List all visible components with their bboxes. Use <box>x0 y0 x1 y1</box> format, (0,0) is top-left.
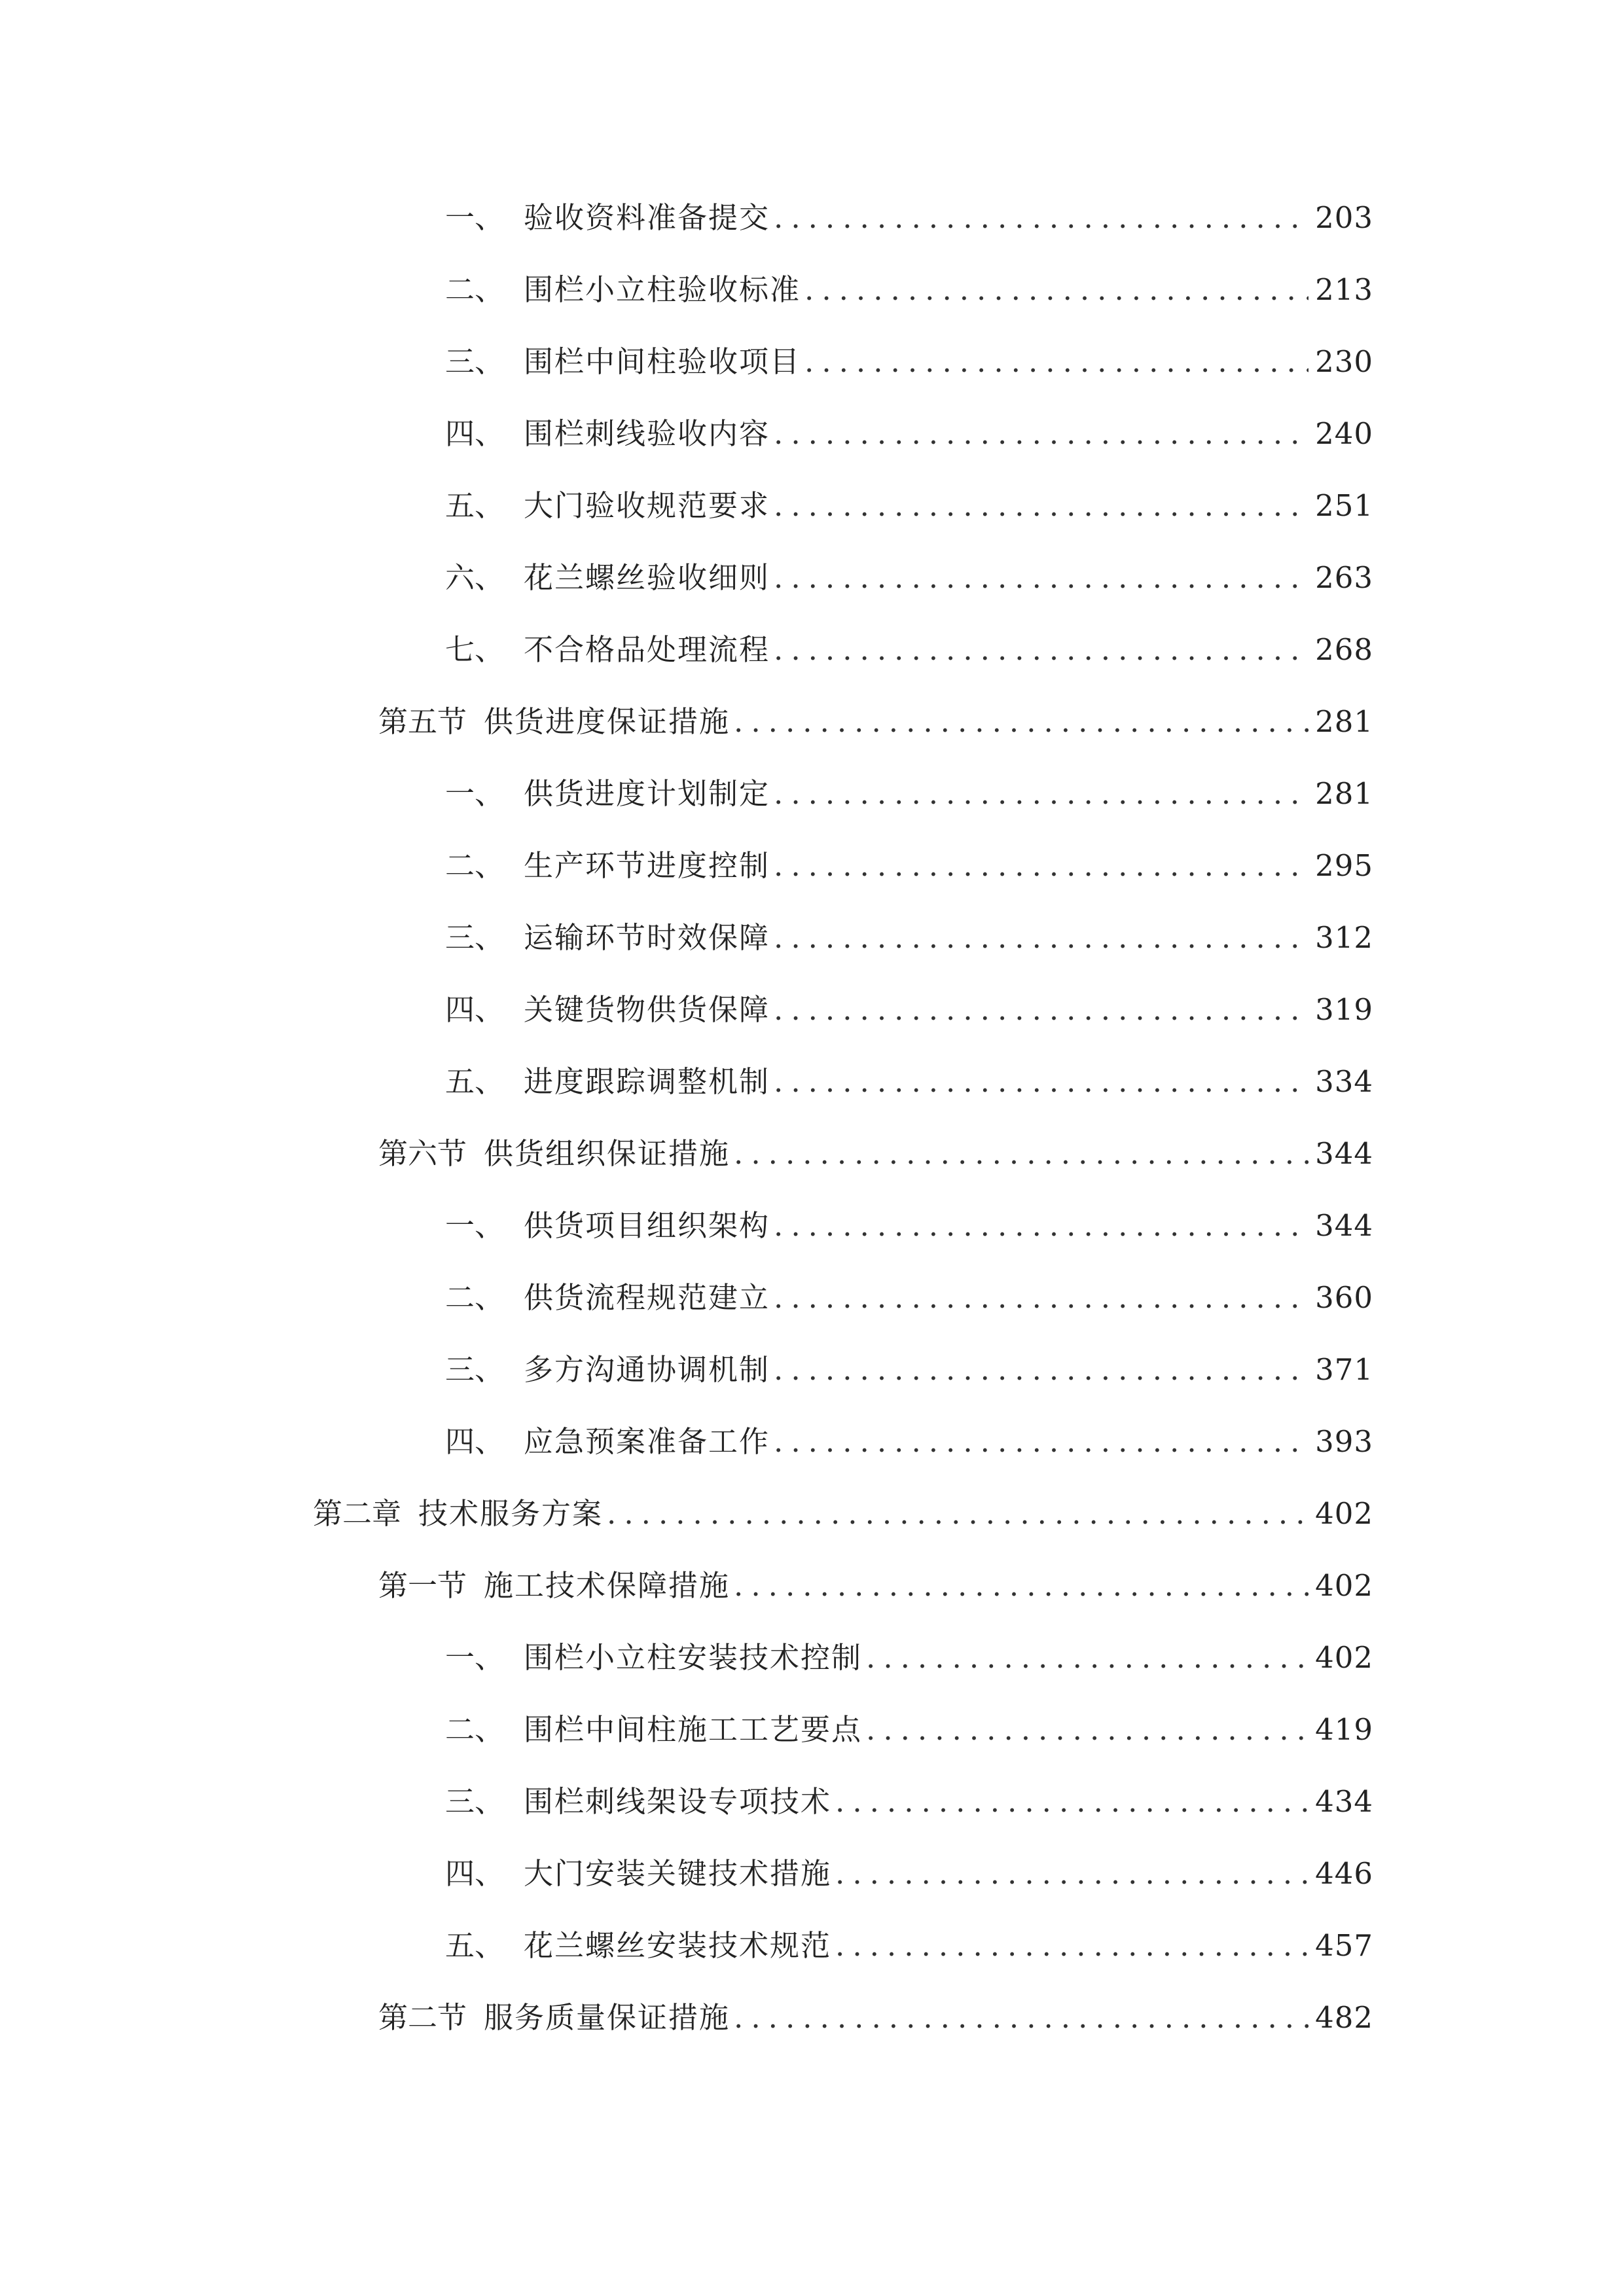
dot-leader <box>835 1848 1308 1900</box>
toc-entry-title: 大门安装关键技术措施 <box>524 1856 832 1891</box>
dot-leader <box>774 408 1308 460</box>
toc-entry[interactable] <box>445 192 1373 244</box>
toc-entry-page: 393 <box>1315 1424 1373 1459</box>
toc-entry-number: 三、 <box>445 1784 505 1819</box>
toc-entry-number: 四、 <box>445 416 505 451</box>
toc-entry-title: 供货进度计划制定 <box>524 776 770 811</box>
toc-entry[interactable] <box>445 1200 1373 1252</box>
dot-leader <box>774 768 1308 820</box>
toc-entry-number: 第五节 <box>378 704 467 739</box>
dot-leader <box>774 840 1308 892</box>
toc-entry-number: 五、 <box>445 488 505 523</box>
dot-leader <box>774 1056 1308 1108</box>
toc-entry-page: 319 <box>1315 992 1373 1027</box>
toc-entry-page: 203 <box>1315 200 1373 235</box>
toc-entry[interactable] <box>445 768 1373 820</box>
toc-entry-title: 围栏刺线验收内容 <box>524 416 770 451</box>
toc-entry[interactable] <box>445 552 1373 604</box>
toc-entry-title: 围栏小立柱安装技术控制 <box>524 1640 863 1675</box>
dot-leader <box>835 1776 1308 1828</box>
dot-leader <box>774 480 1308 532</box>
toc-entry-title: 供货流程规范建立 <box>524 1280 770 1315</box>
toc-section-entry[interactable] <box>378 1560 1373 1612</box>
toc-entry-page: 334 <box>1315 1064 1373 1099</box>
toc-entry-title: 运输环节时效保障 <box>524 920 770 955</box>
toc-entry-title: 多方沟通协调机制 <box>524 1352 770 1387</box>
dot-leader <box>774 912 1308 964</box>
toc-entry-number: 五、 <box>445 1064 505 1099</box>
toc-entry-page: 402 <box>1315 1568 1373 1603</box>
toc-entry[interactable] <box>445 984 1373 1036</box>
toc-section-entry[interactable] <box>378 696 1373 748</box>
toc-entry-title: 应急预案准备工作 <box>524 1424 770 1459</box>
toc-entry-title: 花兰螺丝验收细则 <box>524 560 770 595</box>
toc-entry-number: 六、 <box>445 560 505 595</box>
toc-entry-title: 技术服务方案 <box>418 1496 604 1531</box>
toc-entry-number: 七、 <box>445 632 505 667</box>
toc-entry[interactable] <box>445 1848 1373 1900</box>
toc-entry-number: 四、 <box>445 1856 505 1891</box>
toc-entry-page: 312 <box>1315 920 1373 955</box>
toc-entry-page: 371 <box>1315 1352 1373 1387</box>
dot-leader <box>804 336 1308 388</box>
toc-entry-number: 三、 <box>445 344 505 379</box>
toc-entry-page: 295 <box>1315 848 1373 883</box>
toc-entry-page: 213 <box>1315 272 1373 307</box>
toc-entry[interactable] <box>445 408 1373 460</box>
toc-entry-number: 五、 <box>445 1928 505 1963</box>
toc-entry-title: 进度跟踪调整机制 <box>524 1064 770 1099</box>
toc-entry[interactable] <box>445 624 1373 676</box>
toc-entry-number: 一、 <box>445 1640 505 1675</box>
toc-entry-number: 二、 <box>445 1712 505 1747</box>
dot-leader <box>607 1488 1308 1540</box>
toc-entry[interactable] <box>445 1704 1373 1756</box>
toc-entry-page: 446 <box>1315 1856 1373 1891</box>
toc-entry-page: 457 <box>1315 1928 1373 1963</box>
toc-entry-title: 服务质量保证措施 <box>484 2000 731 2035</box>
toc-entry[interactable] <box>445 264 1373 316</box>
toc-entry-page: 281 <box>1315 776 1373 811</box>
toc-entry-title: 围栏小立柱验收标准 <box>524 272 801 307</box>
toc-entry-page: 240 <box>1315 416 1373 451</box>
toc-entry[interactable] <box>445 1920 1373 1972</box>
toc-entry-number: 四、 <box>445 1424 505 1459</box>
dot-leader <box>734 1560 1308 1612</box>
dot-leader <box>774 1272 1308 1324</box>
toc-entry[interactable] <box>445 1344 1373 1396</box>
dot-leader <box>774 624 1308 676</box>
toc-chapter-entry[interactable] <box>313 1488 1373 1540</box>
toc-entry-page: 482 <box>1315 2000 1373 2035</box>
dot-leader <box>804 264 1308 316</box>
toc-entry[interactable] <box>445 840 1373 892</box>
dot-leader <box>835 1920 1308 1972</box>
dot-leader <box>774 1344 1308 1396</box>
toc-entry[interactable] <box>445 1272 1373 1324</box>
toc-entry-number: 一、 <box>445 776 505 811</box>
toc-entry-title: 花兰螺丝安装技术规范 <box>524 1928 832 1963</box>
dot-leader <box>734 1992 1308 2044</box>
toc-entry-page: 263 <box>1315 560 1373 595</box>
dot-leader <box>774 1416 1308 1468</box>
toc-entry-page: 402 <box>1315 1496 1373 1531</box>
toc-entry[interactable] <box>445 912 1373 964</box>
dot-leader <box>774 984 1308 1036</box>
toc-entry-title: 生产环节进度控制 <box>524 848 770 883</box>
toc-entry-page: 230 <box>1315 344 1373 379</box>
toc-entry[interactable] <box>445 336 1373 388</box>
toc-entry-number: 三、 <box>445 1352 505 1387</box>
dot-leader <box>866 1632 1308 1684</box>
dot-leader <box>774 552 1308 604</box>
toc-entry-page: 268 <box>1315 632 1373 667</box>
toc-entry-page: 360 <box>1315 1280 1373 1315</box>
toc-entry-page: 281 <box>1315 704 1373 739</box>
toc-entry-number: 第六节 <box>378 1136 467 1171</box>
toc-entry[interactable] <box>445 1776 1373 1828</box>
toc-entry-page: 419 <box>1315 1712 1373 1747</box>
dot-leader <box>774 192 1308 244</box>
dot-leader <box>774 1200 1308 1252</box>
toc-entry-number: 二、 <box>445 1280 505 1315</box>
toc-entry-number: 三、 <box>445 920 505 955</box>
toc-entry-page: 251 <box>1315 488 1373 523</box>
toc-entry-number: 一、 <box>445 1208 505 1243</box>
toc-entry-page: 434 <box>1315 1784 1373 1819</box>
toc-entry-title: 供货进度保证措施 <box>484 704 731 739</box>
toc-section-entry[interactable] <box>378 1992 1373 2044</box>
toc-entry[interactable] <box>445 1056 1373 1108</box>
dot-leader <box>734 1128 1308 1180</box>
toc-entry-page: 402 <box>1315 1640 1373 1675</box>
toc-entry-page: 344 <box>1315 1208 1373 1243</box>
toc-entry-page: 344 <box>1315 1136 1373 1171</box>
toc-entry-title: 围栏中间柱施工工艺要点 <box>524 1712 863 1747</box>
toc-entry-title: 供货组织保证措施 <box>484 1136 731 1171</box>
toc-entry-title: 大门验收规范要求 <box>524 488 770 523</box>
toc-entry-title: 围栏中间柱验收项目 <box>524 344 801 379</box>
toc-entry-number: 第二节 <box>378 2000 467 2035</box>
toc-entry-number: 第一节 <box>378 1568 467 1603</box>
toc-entry-title: 关键货物供货保障 <box>524 992 770 1027</box>
toc-entry-number: 二、 <box>445 848 505 883</box>
toc-entry-title: 验收资料准备提交 <box>524 200 770 235</box>
toc-entry-number: 四、 <box>445 992 505 1027</box>
toc-entry-title: 不合格品处理流程 <box>524 632 770 667</box>
toc-entry-number: 二、 <box>445 272 505 307</box>
dot-leader <box>866 1704 1308 1756</box>
toc-entry[interactable] <box>445 1632 1373 1684</box>
toc-entry-number: 第二章 <box>313 1496 402 1531</box>
toc-entry-title: 施工技术保障措施 <box>484 1568 731 1603</box>
toc-entry-title: 围栏刺线架设专项技术 <box>524 1784 832 1819</box>
toc-section-entry[interactable] <box>378 1128 1373 1180</box>
toc-entry-number: 一、 <box>445 200 505 235</box>
toc-entry[interactable] <box>445 1416 1373 1468</box>
toc-entry[interactable] <box>445 480 1373 532</box>
dot-leader <box>734 696 1308 748</box>
toc-entry-title: 供货项目组织架构 <box>524 1208 770 1243</box>
